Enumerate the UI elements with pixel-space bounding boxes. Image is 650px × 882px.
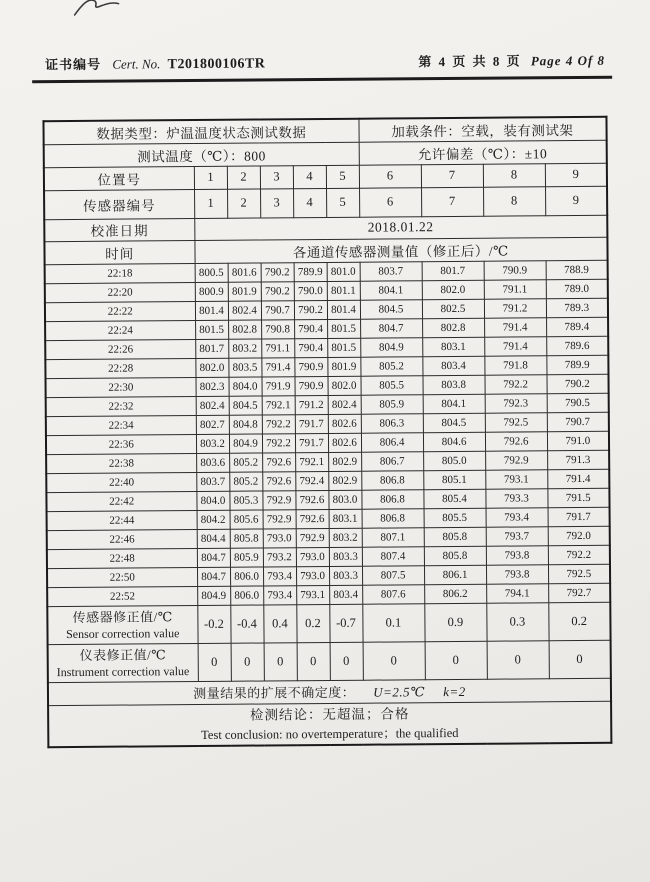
data-type-cell: 数据类型：炉温温度状态测试数据 [43, 119, 358, 144]
reading-value: 792.2 [548, 545, 610, 564]
reading-value: 803.7 [360, 261, 422, 280]
reading-value: 805.5 [361, 375, 423, 394]
position-numbers-cell: 2 [227, 166, 260, 189]
reading-value: 791.4 [484, 317, 546, 336]
reading-value: 792.4 [295, 471, 328, 490]
reading-value: 792.6 [262, 471, 295, 490]
reading-value: 789.6 [546, 336, 608, 355]
reading-value: 801.7 [195, 339, 228, 358]
position-numbers-cell: 1 [194, 166, 227, 189]
calibration-date-label: 校准日期 [44, 218, 194, 241]
position-label: 位置号 [44, 166, 194, 190]
reading-time: 22:22 [45, 301, 195, 321]
reading-value: 803.2 [228, 338, 261, 357]
reading-value: 802.0 [422, 280, 484, 299]
reading-value: 791.9 [261, 376, 294, 395]
reading-value: 792.7 [548, 583, 610, 602]
reading-value: 801.5 [327, 338, 360, 357]
reading-value: 791.7 [295, 433, 328, 452]
reading-value: 803.2 [329, 528, 362, 547]
reading-value: 802.8 [228, 319, 261, 338]
reading-value: 806.1 [424, 565, 486, 584]
handwritten-mark [69, 0, 125, 18]
reading-value: 803.5 [228, 357, 261, 376]
reading-value: 803.3 [329, 547, 362, 566]
reading-value: 802.4 [328, 395, 361, 414]
certificate-number-block [45, 52, 266, 74]
reading-value: 791.1 [484, 279, 546, 298]
reading-value: 803.1 [329, 509, 362, 528]
instrument-correction-label-en: Instrument correction value [56, 663, 190, 679]
reading-value: 792.1 [295, 452, 328, 471]
instrument-correction-values-cell: 0 [425, 641, 487, 679]
sensor-numbers-cell: 8 [483, 186, 545, 215]
conclusion-cell [48, 701, 611, 747]
reading-value: 791.2 [484, 298, 546, 317]
reading-time: 22:18 [45, 263, 195, 283]
uncertainty-k-value: k=2 [443, 683, 466, 700]
reading-value: 801.1 [327, 281, 360, 300]
reading-time: 22:26 [45, 339, 195, 359]
reading-value: 802.7 [196, 415, 229, 434]
reading-value: 792.6 [295, 490, 328, 509]
reading-value: 803.6 [196, 453, 229, 472]
reading-value: 790.4 [294, 338, 327, 357]
reading-value: 801.0 [327, 262, 360, 281]
reading-value: 792.2 [262, 433, 295, 452]
reading-value: 805.2 [229, 452, 262, 471]
sensor-correction-values-cell: 0.3 [486, 602, 548, 640]
reading-value: 792.3 [485, 393, 547, 412]
reading-value: 791.0 [547, 431, 609, 450]
uncertainty-u-value: U=2.5℃ [373, 684, 426, 700]
reading-value: 793.2 [263, 547, 296, 566]
load-condition-cell: 加载条件：空载，装有测试架 [359, 117, 607, 142]
reading-value: 792.6 [262, 452, 295, 471]
reading-value: 792.2 [262, 414, 295, 433]
reading-value: 806.0 [230, 585, 263, 604]
reading-value: 792.5 [548, 564, 610, 583]
sensor-numbers-cell: 4 [293, 188, 326, 217]
reading-value: 801.5 [195, 320, 228, 339]
reading-value: 801.9 [228, 281, 261, 300]
reading-value: 804.5 [360, 299, 422, 318]
instrument-correction-label [48, 643, 198, 682]
reading-value: 804.1 [423, 394, 485, 413]
reading-value: 791.5 [547, 488, 609, 507]
reading-value: 793.1 [485, 469, 547, 488]
reading-value: 793.7 [486, 526, 548, 545]
reading-time: 22:36 [46, 434, 196, 454]
reading-time: 22:42 [46, 491, 196, 511]
position-numbers-cell: 8 [483, 163, 545, 186]
reading-value: 806.8 [361, 470, 423, 489]
reading-time: 22:30 [45, 377, 195, 397]
reading-time: 22:38 [46, 453, 196, 473]
reading-value: 804.1 [360, 280, 422, 299]
sensor-correction-values-cell: -0.2 [197, 605, 230, 643]
reading-value: 805.9 [230, 547, 263, 566]
sensor-numbers-cell: 1 [194, 189, 227, 218]
sensor-numbers-cell: 9 [545, 186, 607, 215]
measurement-table [42, 116, 612, 748]
reading-value: 806.0 [230, 566, 263, 585]
instrument-correction-values-cell: 0 [549, 640, 611, 678]
test-temperature-cell: 测试温度（℃）：800 [44, 142, 359, 167]
reading-value: 789.9 [546, 355, 608, 374]
reading-value: 806.4 [361, 432, 423, 451]
reading-value: 807.5 [362, 565, 424, 584]
reading-value: 806.3 [361, 413, 423, 432]
reading-value: 802.5 [422, 299, 484, 318]
sensor-correction-values-cell: -0.4 [230, 604, 263, 642]
reading-value: 805.1 [423, 470, 485, 489]
reading-value: 802.0 [327, 376, 360, 395]
reading-value: 789.3 [546, 298, 608, 317]
instrument-correction-row [48, 640, 611, 682]
reading-value: 804.0 [228, 376, 261, 395]
reading-value: 792.9 [263, 509, 296, 528]
reading-value: 792.9 [296, 528, 329, 547]
reading-value: 805.2 [360, 356, 422, 375]
header-divider-rule [32, 76, 612, 84]
reading-value: 791.4 [484, 336, 546, 355]
instrument-correction-values-cell: 0 [487, 640, 549, 678]
reading-value: 792.5 [485, 412, 547, 431]
sensor-numbers-cell: 7 [421, 187, 483, 216]
reading-time: 22:52 [47, 586, 197, 606]
reading-value: 806.8 [362, 508, 424, 527]
reading-time: 22:32 [46, 396, 196, 416]
reading-value: 800.5 [195, 263, 228, 282]
reading-value: 792.2 [485, 374, 547, 393]
sensor-correction-label-en: Sensor correction value [66, 625, 180, 641]
allowed-deviation-cell: 允许偏差（℃）：±10 [359, 140, 607, 165]
reading-value: 807.4 [362, 546, 424, 565]
reading-value: 790.9 [484, 260, 546, 279]
reading-value: 791.7 [295, 414, 328, 433]
reading-value: 803.0 [328, 490, 361, 509]
instrument-correction-values-cell: 0 [264, 642, 297, 680]
instrument-correction-values-cell: 0 [363, 641, 425, 679]
reading-value: 803.1 [422, 337, 484, 356]
sensor-numbers-cell: 5 [326, 188, 359, 217]
page-info-zh: 第 4 页 共 8 页 [418, 53, 522, 70]
reading-value: 792.9 [262, 490, 295, 509]
reading-value: 791.8 [484, 355, 546, 374]
reading-value: 804.8 [229, 414, 262, 433]
reading-value: 790.9 [294, 376, 327, 395]
reading-value: 793.3 [485, 488, 547, 507]
reading-time: 22:24 [45, 320, 195, 340]
sensor-numbers-cell: 2 [227, 189, 260, 218]
reading-value: 802.9 [328, 471, 361, 490]
reading-value: 791.4 [261, 357, 294, 376]
reading-time: 22:44 [47, 510, 197, 530]
reading-value: 801.4 [195, 301, 228, 320]
channel-header: 各通道传感器测量值（修正后）/℃ [194, 237, 607, 263]
reading-value: 802.8 [422, 318, 484, 337]
reading-value: 802.0 [195, 358, 228, 377]
reading-value: 800.9 [195, 282, 228, 301]
reading-value: 793.8 [486, 545, 548, 564]
reading-time: 22:34 [46, 415, 196, 435]
sensor-correction-values-cell: -0.7 [329, 604, 362, 642]
reading-value: 803.7 [196, 472, 229, 491]
reading-time: 22:40 [46, 472, 196, 492]
reading-value: 805.8 [424, 527, 486, 546]
sensor-correction-values-cell: 0.2 [548, 602, 610, 640]
reading-value: 801.6 [228, 263, 261, 282]
reading-value: 792.9 [485, 450, 547, 469]
reading-value: 791.4 [547, 469, 609, 488]
reading-value: 804.0 [196, 491, 229, 510]
sensor-correction-label-zh: 传感器修正值/℃ [72, 608, 173, 625]
page-info-en: Page 4 Of 8 [530, 52, 606, 69]
instrument-correction-label-zh: 仪表修正值/℃ [79, 646, 167, 663]
position-numbers-cell: 3 [260, 165, 293, 188]
reading-value: 791.1 [261, 338, 294, 357]
reading-value: 805.4 [423, 489, 485, 508]
reading-value: 791.2 [295, 395, 328, 414]
reading-value: 806.2 [424, 584, 486, 603]
instrument-correction-values-cell: 0 [297, 642, 330, 680]
reading-value: 805.9 [361, 394, 423, 413]
reading-value: 790.2 [261, 262, 294, 281]
instrument-correction-values-cell: 0 [198, 643, 231, 681]
conclusion-row [48, 701, 611, 747]
reading-value: 805.8 [230, 528, 263, 547]
uncertainty-prefix: 测量结果的扩展不确定度： [193, 684, 356, 702]
reading-value: 802.9 [328, 452, 361, 471]
reading-value: 792.0 [548, 526, 610, 545]
reading-value: 806.8 [361, 489, 423, 508]
reading-value: 805.0 [423, 451, 485, 470]
reading-value: 803.4 [422, 356, 484, 375]
reading-value: 790.8 [261, 319, 294, 338]
cert-number: T201800106TR [167, 56, 266, 73]
reading-value: 789.0 [546, 279, 608, 298]
reading-value: 804.7 [197, 548, 230, 567]
reading-value: 790.0 [294, 281, 327, 300]
calibration-date-value: 2018.01.22 [194, 215, 607, 240]
position-numbers-cell: 7 [421, 164, 483, 187]
page-header [45, 50, 605, 74]
sensor-number-row [44, 186, 607, 219]
reading-value: 804.6 [423, 432, 485, 451]
reading-value: 805.3 [229, 490, 262, 509]
sensor-correction-values-cell: 0.4 [263, 604, 296, 642]
cert-label-zh: 证书编号 [44, 56, 102, 73]
reading-value: 801.7 [422, 261, 484, 280]
sensor-numbers-cell: 6 [359, 187, 421, 216]
reading-value: 793.0 [296, 566, 329, 585]
position-numbers-cell: 4 [293, 165, 326, 188]
reading-value: 790.2 [261, 281, 294, 300]
reading-value: 802.3 [195, 377, 228, 396]
reading-value: 793.0 [263, 528, 296, 547]
reading-value: 790.7 [547, 412, 609, 431]
reading-value: 790.4 [294, 319, 327, 338]
reading-value: 788.9 [546, 260, 608, 279]
reading-value: 804.9 [229, 433, 262, 452]
sensor-correction-values-cell: 0.9 [424, 603, 486, 641]
reading-value: 794.1 [486, 583, 548, 602]
reading-time: 22:46 [47, 529, 197, 549]
reading-time: 22:48 [47, 548, 197, 568]
reading-value: 790.9 [294, 357, 327, 376]
conclusion-zh: 检测结论：无超温；合格 [249, 706, 410, 723]
reading-time: 22:50 [47, 567, 197, 587]
reading-value: 802.6 [328, 433, 361, 452]
reading-value: 790.2 [547, 374, 609, 393]
sensor-correction-values-cell: 0.2 [296, 604, 329, 642]
reading-value: 803.3 [329, 566, 362, 585]
reading-value: 789.4 [546, 317, 608, 336]
reading-value: 804.4 [197, 529, 230, 548]
reading-value: 802.4 [196, 396, 229, 415]
sensor-label: 传感器编号 [44, 189, 194, 219]
reading-value: 791.7 [548, 507, 610, 526]
cert-label-en: Cert. No. [112, 56, 161, 72]
reading-value: 790.5 [547, 393, 609, 412]
reading-value: 792.6 [296, 509, 329, 528]
reading-value: 804.7 [197, 567, 230, 586]
reading-value: 802.6 [328, 414, 361, 433]
position-numbers-cell: 5 [326, 165, 359, 188]
instrument-correction-values-cell: 0 [231, 642, 264, 680]
reading-value: 806.7 [361, 451, 423, 470]
reading-value: 793.4 [263, 566, 296, 585]
reading-value: 793.0 [296, 547, 329, 566]
page-number-block [418, 50, 605, 70]
reading-value: 793.4 [263, 585, 296, 604]
reading-value: 804.5 [423, 413, 485, 432]
reading-value: 803.4 [329, 585, 362, 604]
reading-value: 789.9 [294, 262, 327, 281]
reading-value: 805.6 [230, 509, 263, 528]
position-numbers-cell: 9 [545, 163, 607, 186]
position-numbers-cell: 6 [359, 164, 421, 187]
reading-value: 801.5 [327, 319, 360, 338]
reading-time: 22:28 [45, 358, 195, 378]
reading-value: 804.9 [360, 337, 422, 356]
reading-value: 802.4 [228, 300, 261, 319]
reading-value: 793.1 [296, 585, 329, 604]
reading-value: 805.5 [424, 508, 486, 527]
time-label: 时间 [44, 240, 194, 264]
reading-value: 805.8 [424, 546, 486, 565]
reading-value: 805.2 [229, 471, 262, 490]
reading-value: 790.7 [261, 300, 294, 319]
conclusion-en: Test conclusion: no overtemperature；the qualified [201, 725, 459, 742]
reading-value: 792.6 [485, 431, 547, 450]
reading-value: 807.1 [362, 527, 424, 546]
instrument-correction-values-cell: 0 [330, 642, 363, 680]
reading-value: 804.5 [229, 395, 262, 414]
sensor-correction-row [47, 602, 610, 644]
reading-value: 804.9 [197, 586, 230, 605]
reading-time: 22:20 [45, 282, 195, 302]
reading-value: 803.8 [423, 375, 485, 394]
reading-value: 791.3 [547, 450, 609, 469]
reading-value: 803.2 [196, 434, 229, 453]
reading-value: 792.1 [262, 395, 295, 414]
reading-value: 804.7 [360, 318, 422, 337]
reading-value: 793.8 [486, 564, 548, 583]
sensor-correction-values-cell: 0.1 [362, 603, 424, 641]
reading-value: 801.4 [327, 300, 360, 319]
reading-value: 807.6 [362, 584, 424, 603]
reading-value: 793.4 [486, 507, 548, 526]
reading-value: 801.9 [327, 357, 360, 376]
sensor-correction-label [47, 605, 197, 644]
reading-value: 804.2 [197, 510, 230, 529]
reading-value: 790.2 [294, 300, 327, 319]
sensor-numbers-cell: 3 [260, 188, 293, 217]
